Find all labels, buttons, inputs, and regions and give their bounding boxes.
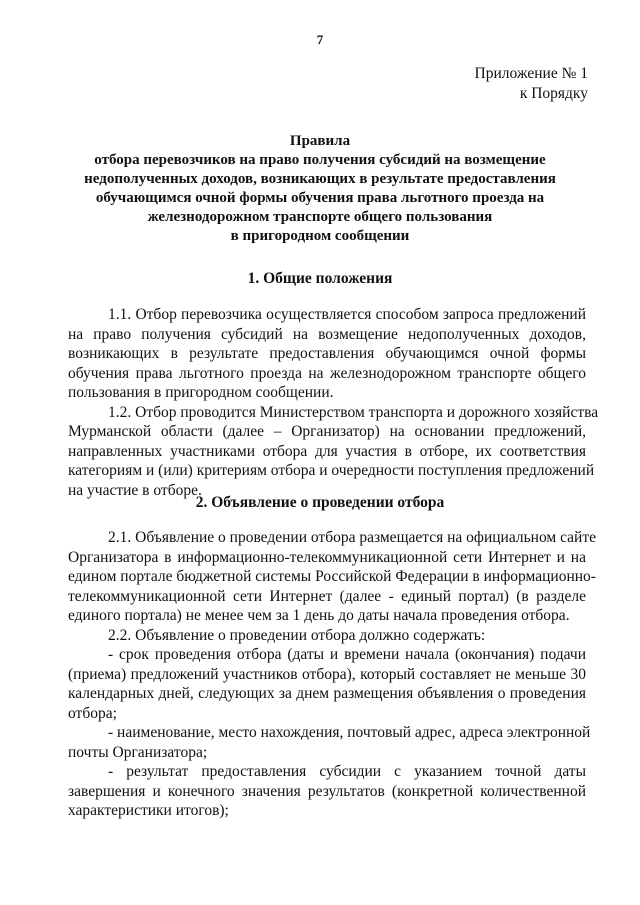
title-line: отбора перевозчиков на право получения субсидий на возмещение [94, 152, 546, 168]
text-line: - срок проведения отбора (даты и времени начала (окончания) подачи [108, 646, 586, 663]
text-line: единого портала) не менее чем за 1 день до даты начала проведения отбора. [68, 607, 570, 624]
text-line: Организатора в информационно-телекоммуникационной сети Интернет и на [68, 548, 586, 566]
text-line: 1.2. Отбор проводится Министерством транспорта и дорожного хозяйства [108, 403, 599, 421]
text-line: возникающих в результате предоставления обучающимся очной формы [68, 345, 586, 362]
paragraph-2-2 [68, 626, 586, 646]
text-line: - результат предоставления субсидии с указанием точной даты [108, 763, 586, 780]
list-item-result [68, 762, 586, 821]
text-line: едином портале бюджетной системы Российской Федерации в информационно- [68, 568, 596, 585]
section-1-body [68, 305, 599, 500]
title-line: в пригородном сообщении [230, 228, 410, 244]
text-line: почты Организатора; [68, 743, 208, 761]
text-line: телекоммуникационной сети Интернет (далее - единый портал) (в разделе [68, 587, 586, 605]
title-line: недополученных доходов, возникающих в результате предоставления [84, 171, 556, 187]
paragraph-1-2 [68, 403, 599, 501]
title-line: обучающимся очной формы обучения права льготного проезда на [95, 190, 545, 206]
appendix-reference [475, 64, 588, 104]
section-heading-1: 1. Общие положения [247, 270, 393, 287]
text-line: 2.1. Объявление о проведении отбора размещается на официальном сайте [108, 529, 596, 546]
text-line: категориям и (или) критериям отбора и очередности поступления предложений [68, 462, 595, 479]
appendix-line: к Порядку [519, 85, 588, 102]
page-number: 7 [316, 32, 324, 47]
document-title [60, 132, 580, 246]
text-line: направленных участниками отбора для участия в отборе, их соответствия [68, 442, 586, 460]
text-line: Мурманской области (далее – Организатор) на основании предложений, [68, 423, 586, 440]
text-line: отбора; [68, 704, 117, 722]
title-heading: Правила [289, 133, 351, 149]
text-line: пользования в пригородном сообщении. [68, 384, 334, 401]
text-line: 2.2. Объявление о проведении отбора должно содержать: [108, 626, 486, 644]
list-item-deadline [68, 645, 586, 723]
title-line: железнодорожном транспорте общего пользования [147, 209, 493, 225]
list-item-organizer [68, 723, 591, 762]
text-line: - наименование, место нахождения, почтовый адрес, адреса электронной [108, 724, 591, 741]
text-line: календарных дней, следующих за днем размещения объявления о проведения [68, 685, 586, 702]
text-line: на участие в отборе. [68, 481, 202, 499]
text-line: характеристики итогов); [68, 802, 229, 819]
text-line: на право получения субсидий на возмещение недополученных доходов, [68, 325, 586, 343]
section-heading-2: 2. Объявление о проведении отбора [195, 494, 445, 511]
section-2-body [68, 528, 596, 821]
appendix-line: Приложение № 1 [474, 65, 588, 82]
text-line: обучения права льготного проезда на железнодорожном транспорте общего [68, 364, 586, 382]
paragraph-1-1 [68, 305, 586, 403]
text-line: (приема) предложений участников отбора), который составляет не меньше 30 [68, 665, 586, 683]
text-line: 1.1. Отбор перевозчика осуществляется способом запроса предложений [108, 306, 586, 323]
paragraph-2-1 [68, 528, 596, 626]
text-line: завершения и конечного значения результатов (конкретной количественной [68, 782, 586, 800]
